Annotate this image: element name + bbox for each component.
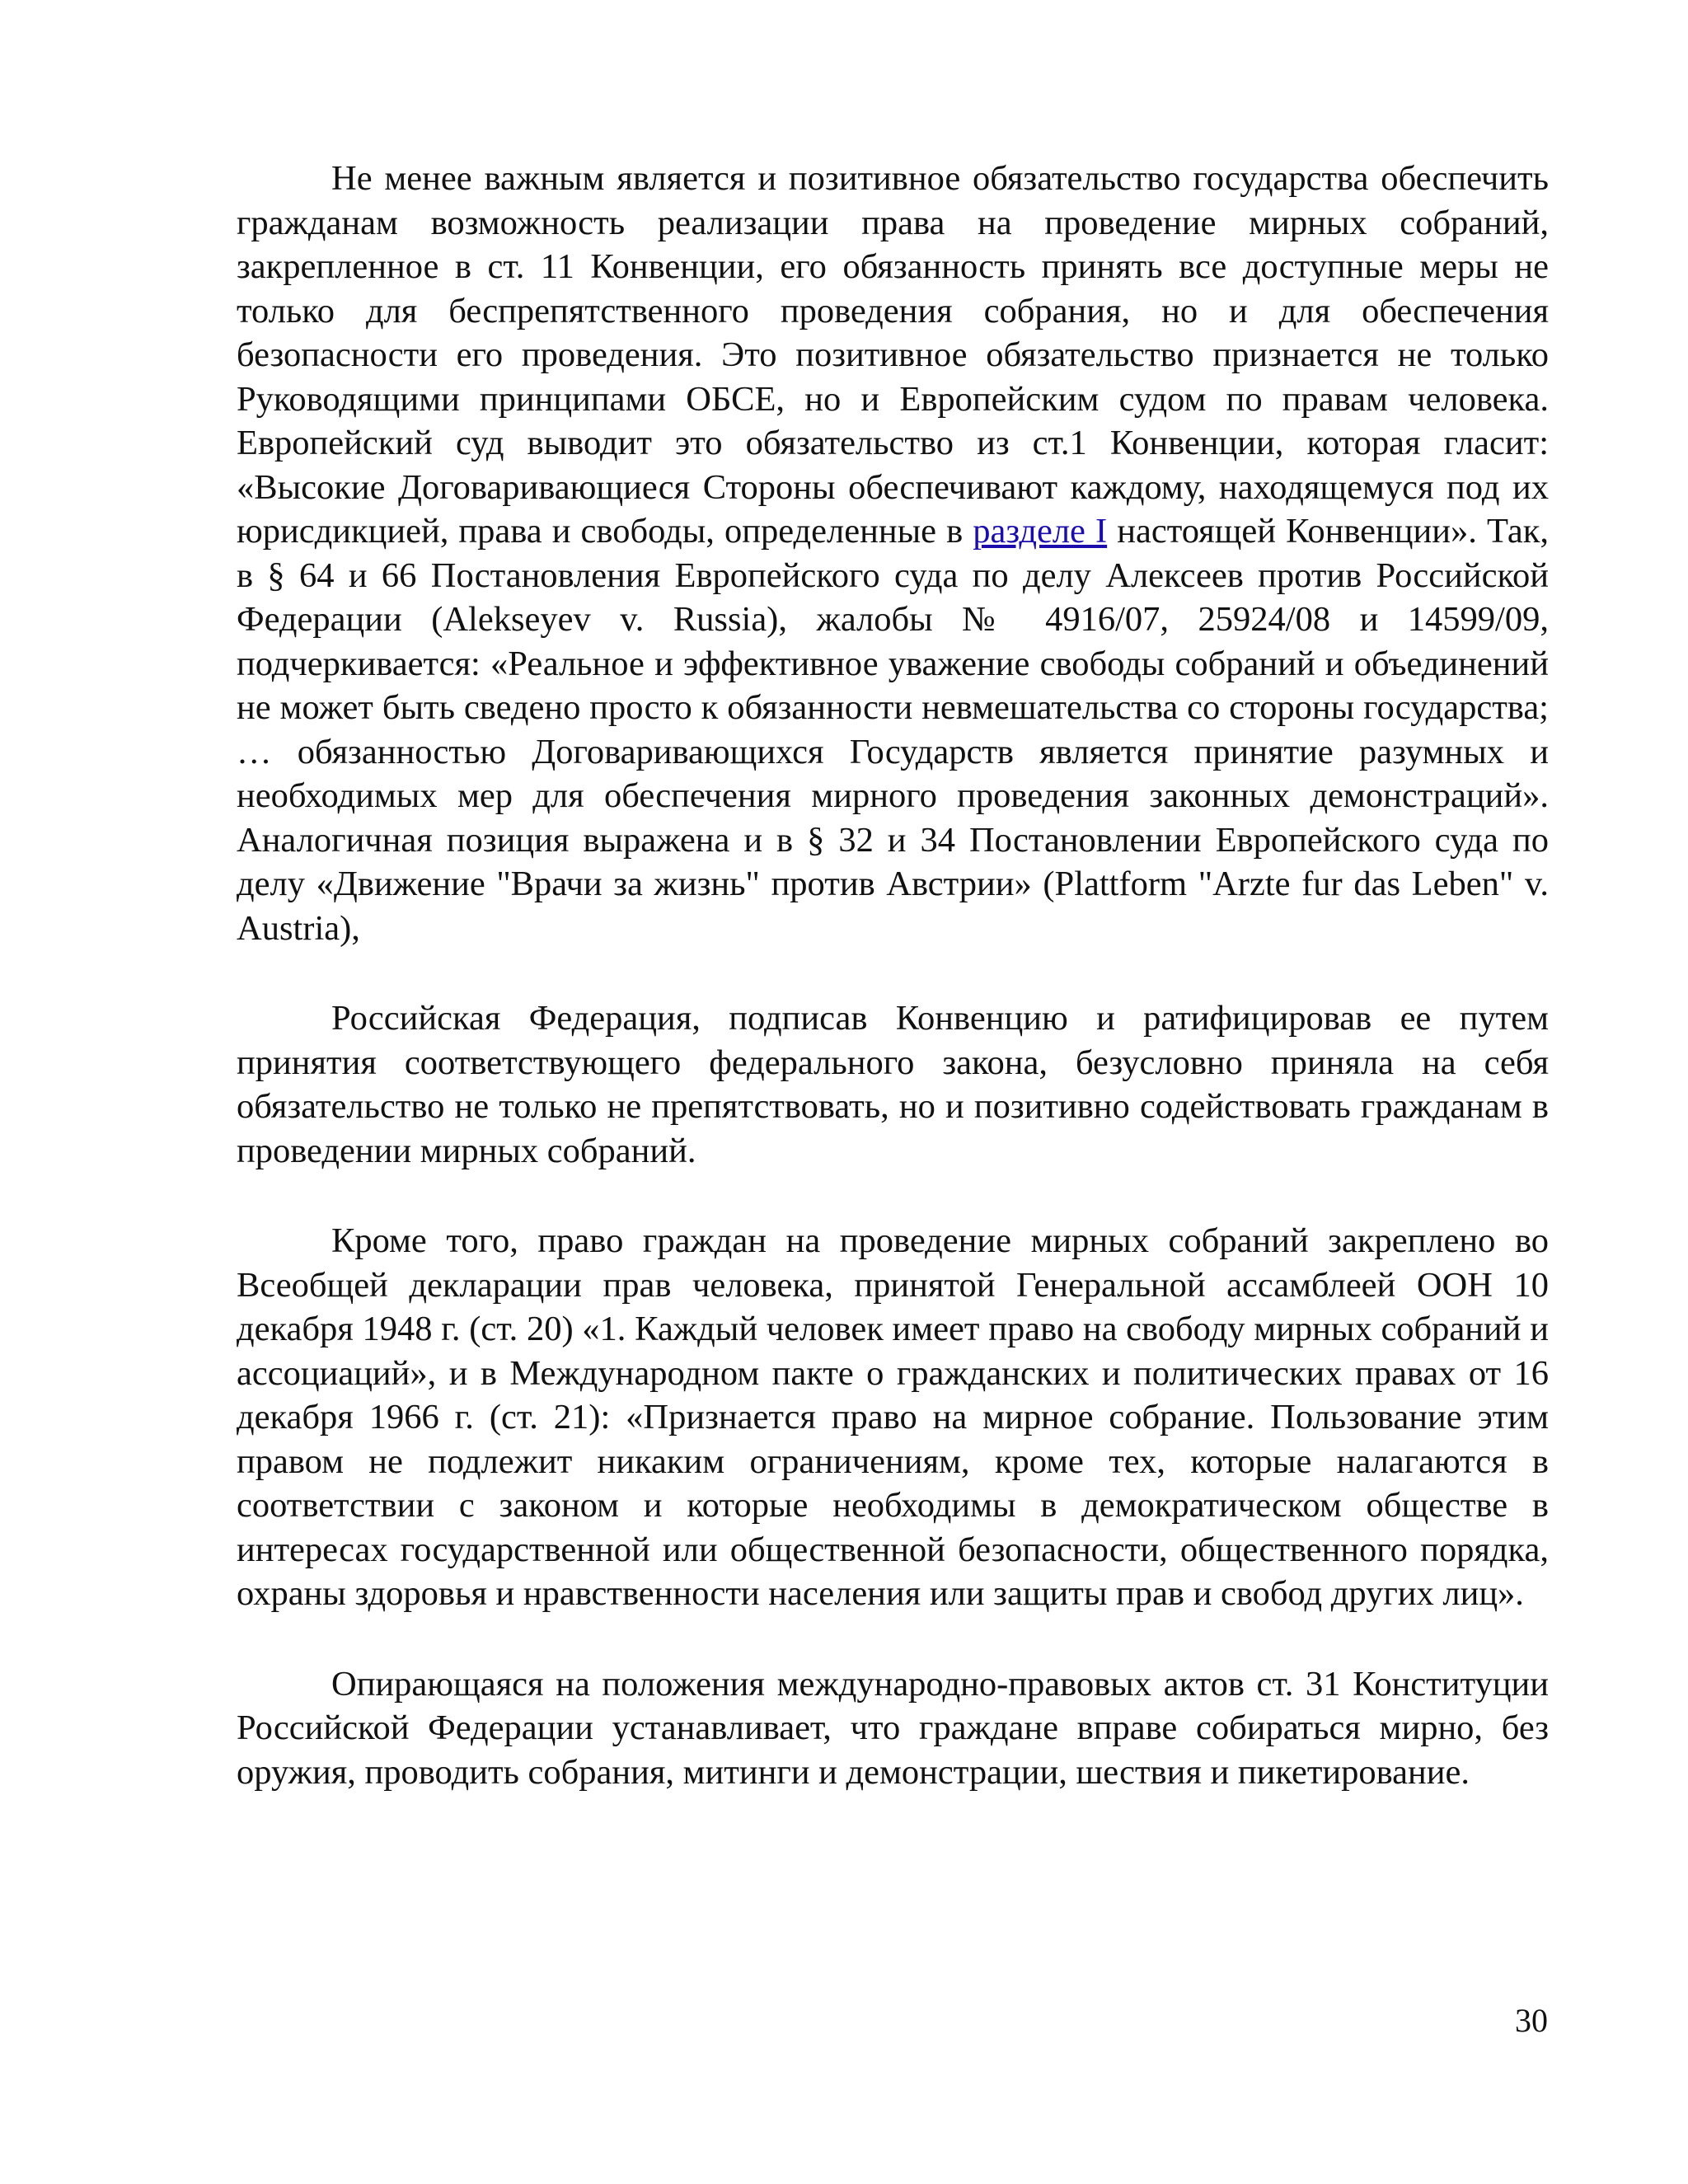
paragraph-2: Российская Федерация, подписав Конвенцию и ратифицировав ее путем принятия соответствующего федерального закона, безусловно приняла на себя обязательство не только не препятствовать, но и позитивно содействовать гражданам в проведении мирных собраний. (237, 999, 1549, 1170)
page-number: 30 (1515, 2002, 1548, 2039)
paragraph-4: Опирающаяся на положения международно-правовых актов ст. 31 Конституции Российской Федерации устанавливает, что граждане вправе собираться мирно, без оружия, проводить собрания, митинги и демонстрации, шествия и пикетирование. (237, 1664, 1549, 1792)
paragraph-1-text-before-link: Не менее важным является и позитивное обязательство государства обеспечить гражданам возможность реализации права на проведение мирных собраний, закрепленное в ст. 11 Конвенции, его обязанность принять все доступные меры не только для беспрепятственного проведения собрания, но и для обеспечения безопасности его проведения. Это позитивное обязательство признается не только Руководящими принципами ОБСЕ, но и Европейским судом по правам человека. Европейский суд выводит это обязательство из ст.1 Конвенции, которая гласит: «Высокие Договаривающиеся Стороны обеспечивают каждому, находящемуся под их юрисдикцией, права и свободы, определенные в (237, 159, 1549, 551)
paragraph-1 (237, 157, 1549, 950)
paragraph-1-text-after-link: настоящей Конвенции». Так, в § 64 и 66 Постановления Европейского суда по делу Алексеев против Российской Федерации (Alekseyev v. Russia), жалобы № 4916/07, 25924/08 и 14599/09, подчеркивается: «Реальное и эффективное уважение свободы собраний и объединений не может быть сведено просто к обязанности невмешательства со стороны государства; … обязанностью Договаривающихся Государств является принятие разумных и необходимых мер для обеспечения мирного проведения законных демонстраций». Аналогичная позиция выражена и в § 32 и 34 Постановлении Европейского суда по делу «Движение "Врачи за жизнь" против Австрии» (Plattform "Arzte fur das Leben" v. Austria), (237, 512, 1549, 948)
document-body (237, 157, 1549, 1840)
section-i-link[interactable]: разделе I (973, 512, 1108, 551)
paragraph-3: Кроме того, право граждан на проведение мирных собраний закреплено во Всеобщей декларации прав человека, принятой Генеральной ассамблеей ООН 10 декабря 1948 г. (ст. 20) «1. Каждый человек имеет право на свободу мирных собраний и ассоциаций», и в Международном пакте о гражданских и политических правах от 16 декабря 1966 г. (ст. 21): «Признается право на мирное собрание. Пользование этим правом не подлежит никаким ограничениям, кроме тех, которые налагаются в соответствии с законом и которые необходимы в демократическом обществе в интересах государственной или общественной безопасности, общественного порядка, охраны здоровья и нравственности населения или защиты прав и свобод других лиц». (237, 1221, 1549, 1613)
